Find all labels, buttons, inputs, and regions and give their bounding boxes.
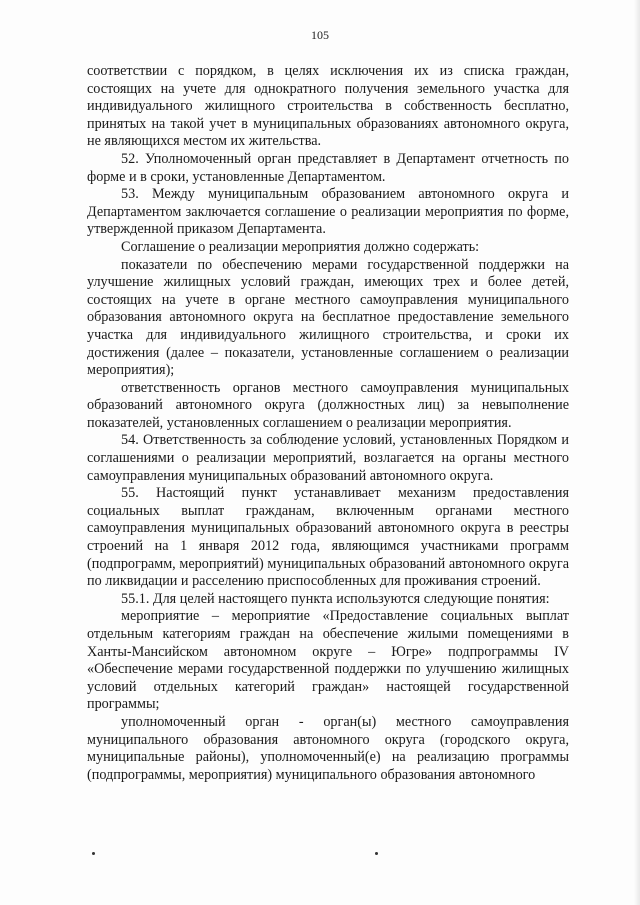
paragraph-55-1: 55.1. Для целей настоящего пункта используются следующие понятия: [121, 590, 550, 607]
paragraph-53: 53. Между муниципальным образованием автономного округа и Департаментом заключается соглашение о реализации мероприятия по форме, утвержденной приказом Департамента. [87, 186, 569, 238]
page-edge-shadow [634, 0, 640, 905]
document-body [87, 63, 569, 784]
paragraph-54: 54. Ответственность за соблюдение условий, установленных Порядком и соглашениями о реализации мероприятий, возлагается на органы местного самоуправления муниципальных образований автономного округа. [87, 432, 569, 484]
scan-speck [375, 852, 378, 855]
page-number: 105 [311, 28, 329, 42]
paragraph-definition-measure: мероприятие – мероприятие «Предоставление социальных выплат отдельным категориям граждан на обеспечение жилыми помещениями в Ханты-Мансийском автономном округе – Югре» подпрограммы IV «Обеспечение мерами государственной поддержки по улучшению жилищных условий отдельных категорий граждан» настоящей государственной программы; [87, 608, 569, 713]
paragraph-responsibility: ответственность органов местного самоуправления муниципальных образований автономного округа (должностных лиц) за невыполнение показателей, установленных соглашением о реализации мероприятия. [87, 379, 569, 431]
paragraph-definition-authority: уполномоченный орган - орган(ы) местного самоуправления муниципального образования автономного округа (городского округа, муниципальные районы), уполномоченный(е) на реализацию программы (подпрограммы, мероприятия) муниципального образования автономного [87, 713, 569, 783]
paragraph-continuation: соответствии с порядком, в целях исключения их из списка граждан, состоящих на учете для однократного получения земельного участка для индивидуального жилищного строительства в собственность бесплатно, принятых на такой учет в муниципальных образованиях автономного округа, не являющихся местом их жительства. [87, 63, 569, 150]
paragraph-52: 52. Уполномоченный орган представляет в Департамент отчетность по форме и в сроки, установленные Департаментом. [87, 150, 569, 185]
paragraph-indicators: показатели по обеспечению мерами государственной поддержки на улучшение жилищных условий граждан, имеющих трех и более детей, состоящих на учете в органе местного самоуправления муниципального образования автономного округа на бесплатное предоставление земельного участка для индивидуального жилищного строительства, и сроки их достижения (далее – показатели, установленные соглашением о реализации мероприятия); [87, 256, 569, 379]
scan-speck [92, 852, 95, 855]
paragraph-agreement-contents: Соглашение о реализации мероприятия должно содержать: [121, 238, 480, 255]
paragraph-55: 55. Настоящий пункт устанавливает механизм предоставления социальных выплат гражданам, включенным органами местного самоуправления муниципальных образований автономного округа в реестры строений на 1 января 2012 года, являющимся участниками программ (подпрограмм, мероприятий) муниципальных образований автономного округа по ликвидации и расселению приспособленных для проживания строений. [87, 485, 569, 590]
